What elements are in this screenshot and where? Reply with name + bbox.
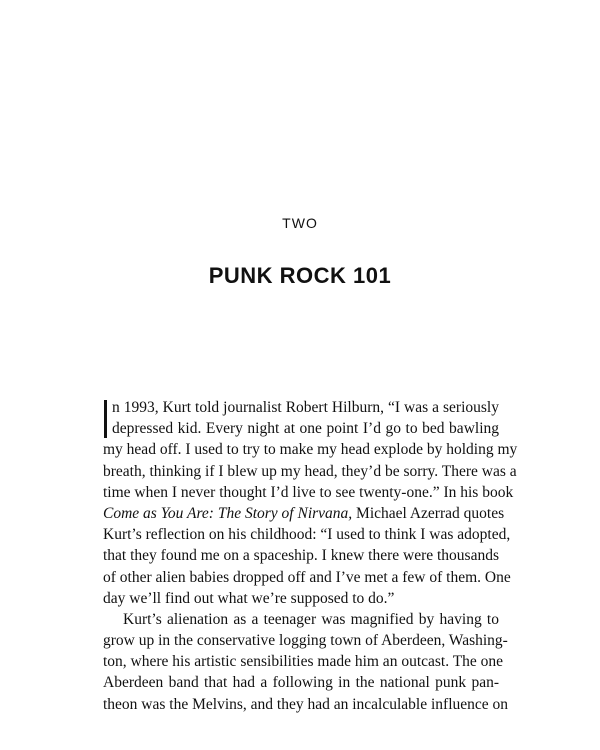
body-line-2 [103,418,499,439]
book-title: Come as You Are: The Story of Nirvana, [103,504,353,522]
body-line-4: breath, thinking if I blew up my head, they’d be sorry. There was a [103,462,517,480]
body-line-10: day we’ll find out what we’re supposed to do.” [103,589,395,607]
body-line-3: my head off. I used to try to make my head explode by holding my [103,441,518,459]
body-line-6 [103,503,505,524]
body-line-text: Michael Azerrad quotes [352,504,505,522]
body-line-1 [103,397,499,418]
body-line-9: of other alien babies dropped off and I’ve met a few of them. One [103,568,511,586]
chapter-number: TWO [282,215,318,231]
body-line-14: Aberdeen band that had a following in the national punk pan- [103,674,499,692]
chapter-title: PUNK ROCK 101 [208,263,392,288]
chapter-body [103,397,518,715]
body-line-text: n 1993, Kurt told journalist Robert Hilburn, “I was a seriously [112,399,499,416]
body-line-7: Kurt’s reflection on his childhood: “I used to think I was adopted, [103,526,511,544]
body-line-12: grow up in the conservative logging town of Aberdeen, Washing- [103,632,508,650]
body-line-11: Kurt’s alienation as a teenager was magnified by having to [123,610,499,628]
body-line-8: that they found me on a spaceship. I knew there were thousands [103,547,499,565]
body-line-13: ton, where his artistic sensibilities made him an outcast. The one [103,653,504,671]
body-line-5: time when I never thought I’d live to see twenty-one.” In his book [103,483,514,501]
drop-cap [104,400,107,438]
body-line-text: depressed kid. Every night at one point I’d go to bed bawling [112,420,499,438]
body-line-15: theon was the Melvins, and they had an incalculable influence on [103,695,509,713]
